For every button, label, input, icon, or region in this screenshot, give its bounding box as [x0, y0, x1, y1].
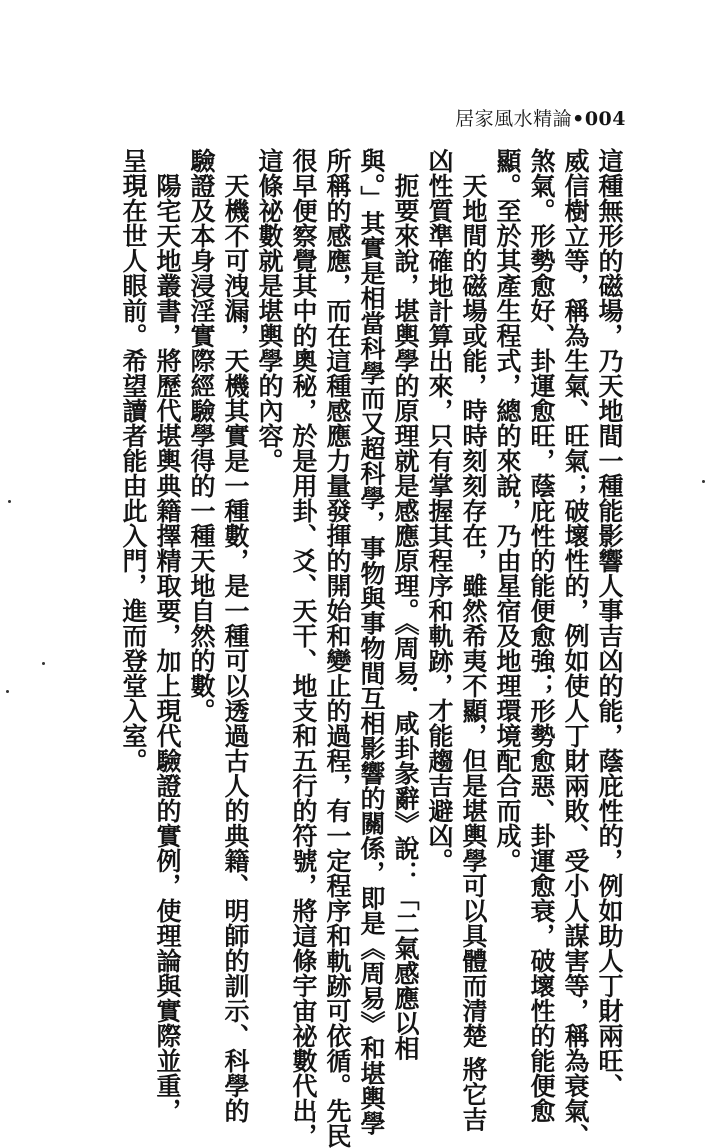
text-column: 天地間的磁場或能，時時刻刻存在，雖然希夷不顯，但是堪輿學可以具體而清楚 將它吉 [459, 148, 488, 1132]
text-column: 與。」其實是相當科學而又超科學，事物與事物間互相影響的關係，即是《周易》和堪輿學 [357, 148, 386, 1136]
scan-speck [42, 662, 45, 665]
header-separator: • [572, 108, 585, 130]
scan-speck [8, 500, 11, 503]
running-header [455, 104, 626, 131]
text-column: 這條祕數就是堪輿學的內容。 [255, 148, 284, 473]
page-number: 004 [584, 108, 626, 130]
text-column: 驗證及本身浸淫實際經驗學得的一種天地自然的數。 [187, 148, 216, 723]
text-column: 這種無形的磁場，乃天地間一種能影響人事吉凶的能，蔭庇性的，例如助人丁財兩旺、 [595, 148, 624, 1098]
text-column: 扼要來說，堪輿學的原理就是感應原理。《周易．咸卦彖辭》說：「二氣感應以相 [391, 148, 420, 1061]
scan-speck [6, 690, 9, 693]
text-column: 威信樹立等，稱為生氣、旺氣；破壞性的，例如使人丁財兩敗、受小人謀害等，稱為衰氣、 [561, 148, 590, 1148]
text-column: 天機不可洩漏，天機其實是一種數，是一種可以透過古人的典籍、明師的訓示、科學的 [221, 148, 250, 1123]
text-column: 煞氣。形勢愈好、卦運愈旺，蔭庇性的能便愈強；形勢愈惡、卦運愈衰，破壞性的能便愈 [527, 148, 556, 1123]
text-column: 陽宅天地叢書，將歷代堪輿典籍擇精取要，加上現代驗證的實例，使理論與實際並重， [153, 148, 182, 1123]
scan-speck [702, 480, 705, 483]
text-column: 凶性質準確地計算出來，只有掌握其程序和軌跡，才能趨吉避凶。 [425, 148, 454, 873]
text-column: 顯。至於其產生程式，總的來說，乃由星宿及地理環境配合而成。 [493, 148, 522, 873]
text-column: 呈現在世人眼前。希望讀者能由此入門，進而登堂入室。 [119, 148, 148, 773]
text-column: 所稱的感應，而在這種感應力量發揮的開始和變止的過程，有一定程序和軌跡可依循。先民 [323, 148, 352, 1148]
book-title: 居家風水精論 [455, 108, 573, 130]
text-column: 很早便察覺其中的奧秘，於是用卦、爻、天干、地支和五行的符號，將這條宇宙祕數代出， [289, 148, 318, 1148]
